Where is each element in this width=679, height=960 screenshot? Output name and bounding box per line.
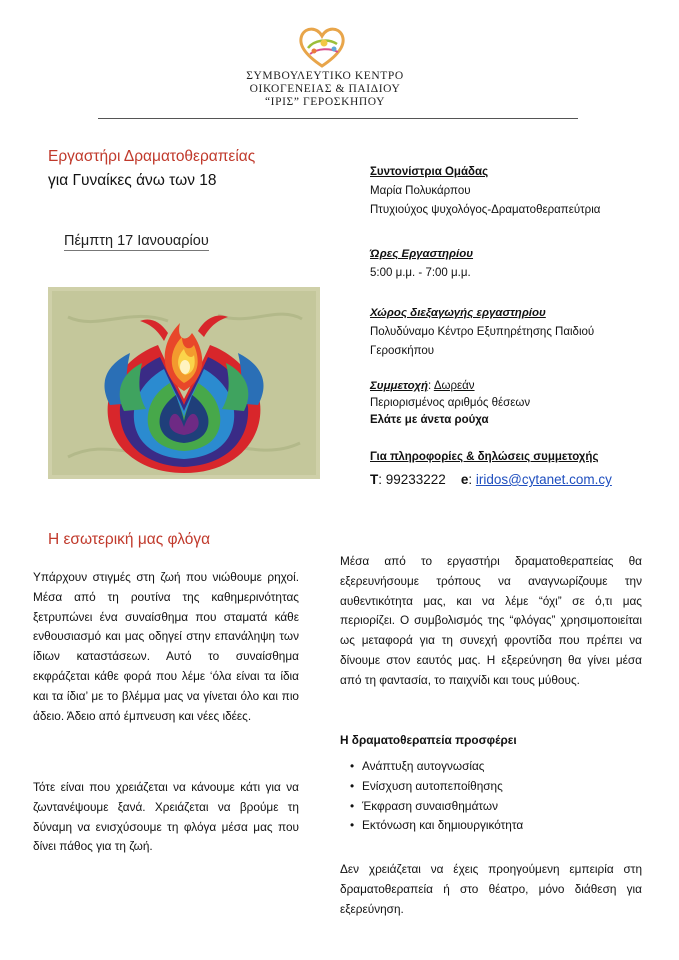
flame-tapestry-artwork-icon (48, 287, 320, 479)
org-name-line-1: ΣΥΜΒΟΥΛΕΥΤΙΚΟ ΚΕΝΤΡΟ (246, 70, 404, 82)
contact-block (370, 448, 598, 467)
list-item: • Ενίσχυση αυτοπεποίθησης (350, 777, 523, 797)
hours-value: 5:00 μ.μ. - 7:00 μ.μ. (370, 267, 471, 279)
venue-line-1: Πολυδύναμο Κέντρο Εξυπηρέτησης Παιδιού (370, 326, 595, 338)
venue-block (370, 304, 594, 361)
org-name-line-2: ΟΙΚΟΓΕΝΕΙΑΣ & ΠΑΙΔΙΟΥ (249, 83, 401, 95)
hours-label: Ώρες Εργαστηρίου (370, 248, 474, 260)
participation-value: Δωρεάν (433, 380, 475, 392)
benefits-list (350, 757, 523, 836)
participation-label: Συμμετοχή (370, 380, 429, 392)
event-date: Πέμπτη 17 Ιανουαρίου (64, 233, 209, 249)
coordinator-label: Συντονίστρια Ομάδας (370, 166, 489, 178)
iris-heart-logo-icon (290, 22, 354, 72)
right-paragraph-1: Μέσα από το εργαστήρι δραματοθεραπείας θα εξερευνήσουμε τρόπους να αναγνωρίζουμε την αυθεντικότητα μας, και να λέμε “όχι” σε ό,τι μας περιορίζει. Ο συμβολισμός της “φλόγας” χρησιμοποιείται ως μεταφορά για τη συνεχή φροντίδα που πρέπει να δίνουμε στον εαυτός μας. Η εξερεύνηση θα γίνει μέσα από τη φαντασία, το παιχνίδι και τους μύθους. (340, 554, 642, 687)
participation-block (370, 378, 530, 429)
participation-separator: : (428, 380, 434, 392)
event-title: Εργαστήρι Δραματοθεραπείας (48, 148, 256, 165)
venue-label: Χώρος διεξαγωγής εργαστηρίου (370, 307, 546, 319)
venue-line-2: Γεροσκήπου (370, 345, 435, 357)
left-paragraph-2: Τότε είναι που χρειάζεται να κάνουμε κάτι για να ζωντανέψουμε ξανά. Χρειάζεται να βρούμε τη δύναμη να ενισχύσουμε τη φλόγα μέσα μας που δίνει πάθος για τη ζωή. (33, 780, 299, 854)
contact-line (370, 472, 612, 487)
coordinator-role: Πτυχιούχος ψυχολόγος-Δραματοθεραπεύτρια (370, 204, 601, 216)
list-item: • Έκφραση συναισθημάτων (350, 797, 523, 817)
phone-number: : 99233222 (378, 472, 446, 487)
coordinator-name: Μαρία Πολυκάρπου (370, 185, 471, 197)
phone-label: Τ (370, 472, 379, 487)
list-item: • Ανάπτυξη αυτογνωσίας (350, 757, 523, 777)
coordinator-block (370, 163, 600, 220)
event-subtitle: για Γυναίκες άνω των 18 (48, 172, 217, 189)
benefits-heading: Η δραματοθεραπεία προσφέρει (340, 733, 517, 747)
org-name-line-3: “ΙΡΙΣ” ΓΕΡΟΣΚΗΠΟΥ (264, 96, 386, 108)
left-paragraph-1: Υπάρχουν στιγμές στη ζωή που νιώθουμε ρηχοί. Μέσα από τη ρουτίνα της καθημερινότητας ξετρυπώνει ένα συναίσθημα που σταματά κάθε ενθουσιασμό και μας οδηγεί στην επανάληψη των ίδιων καταστάσεων. Αυτό το συναίσθημα εκφράζεται κάθε φορά που λέμε ‘όλα είναι τα ίδια και τα ίδια’ με το βλέμμα μας να γίνεται όλο και πιο άδειο. Άδειο από έμπνευση και νέες ιδέες. (33, 570, 299, 723)
section-title: Η εσωτερική μας φλόγα (48, 531, 211, 548)
list-item: • Εκτόνωση και δημιουργικότητα (350, 816, 523, 836)
clothing-note: Ελάτε με άνετα ρούχα (370, 414, 489, 426)
right-paragraph-2: Δεν χρειάζεται να έχεις προηγούμενη εμπειρία στη δραματοθεραπεία ή στο θέατρο, μόνο διάθεση για εξερεύνηση. (340, 862, 642, 916)
hours-block (370, 245, 473, 283)
email-separator: : (468, 472, 476, 487)
email-label: e (460, 472, 469, 487)
contact-label: Για πληροφορίες & δηλώσεις συμμετοχής (370, 451, 599, 463)
header-divider (98, 118, 578, 119)
email-link[interactable]: iridos@cytanet.com.cy (475, 472, 612, 487)
limited-seats-note: Περιορισμένος αριθμός θέσεων (370, 397, 531, 409)
